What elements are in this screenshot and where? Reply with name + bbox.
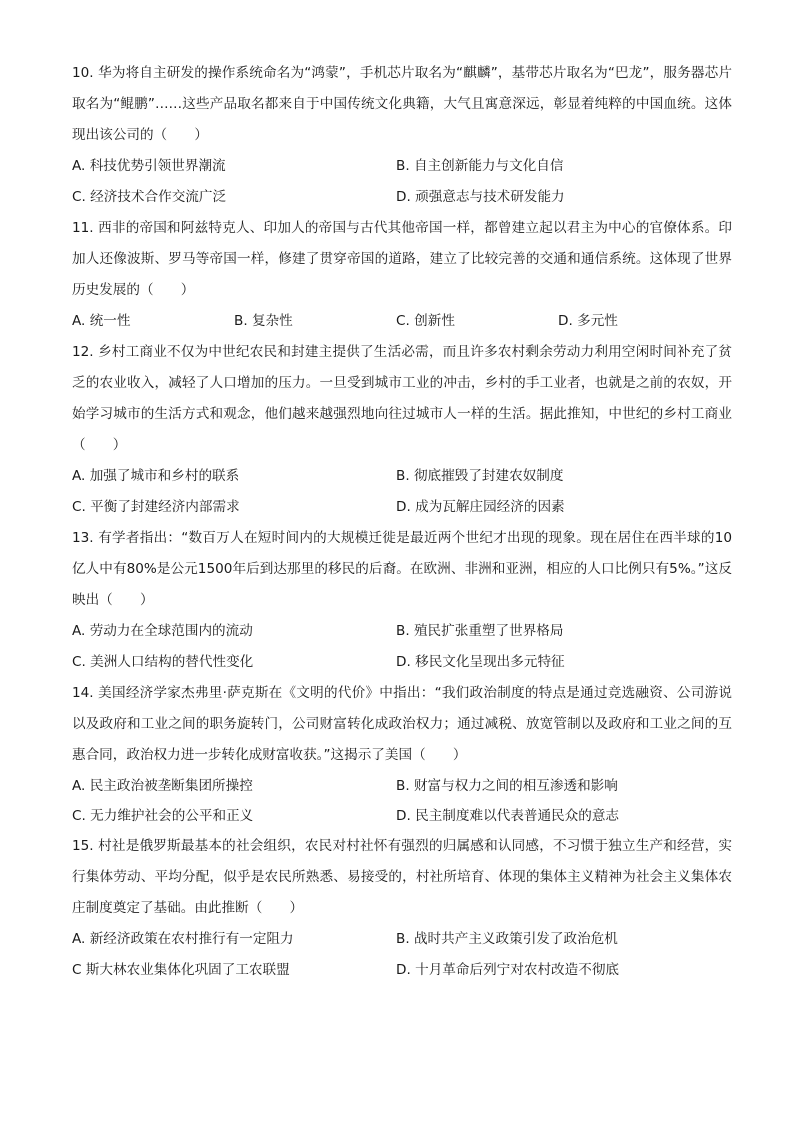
option-a: A. 科技优势引领世界潮流 xyxy=(72,158,226,174)
question-13 xyxy=(72,523,732,678)
question-11 xyxy=(72,213,732,337)
question-stem: 10. 华为将自主研发的操作系统命名为“鸿蒙”，手机芯片取名为“麒麟”，基带芯片取名为“巴龙”，服务器芯片取名为“鲲鹏”……这些产品取名都来自于中国传统文化典籍，大气且寓意深远，彰显着纯粹的中国血统。这体现出该公司的（ ） xyxy=(72,65,732,143)
question-stem: 13. 有学者指出：“数百万人在短时间内的大规模迁徙是最近两个世纪才出现的现象。现在居住在西半球的10亿人中有80%是公元1500年后到达那里的移民的后裔。在欧洲、非洲和亚洲，相应的人口比例只有5%。”这反映出（ ） xyxy=(72,530,732,608)
question-14 xyxy=(72,678,732,831)
option-list xyxy=(72,771,732,831)
option-list xyxy=(72,616,732,678)
question-stem: 15. 村社是俄罗斯最基本的社会组织，农民对村社怀有强烈的归属感和认同感，不习惯于独立生产和经营，实行集体劳动、平均分配，似乎是农民所熟悉、易接受的，村社所培育、体现的集体主义精神为社会主义集体农庄制度奠定了基础。由此推断（ ） xyxy=(72,838,732,916)
option-d: D. 成为瓦解庄园经济的因素 xyxy=(396,499,565,515)
option-a: A. 民主政治被垄断集团所操控 xyxy=(72,778,253,794)
option-b: B. 复杂性 xyxy=(234,313,293,329)
question-12 xyxy=(72,337,732,523)
option-b: B. 殖民扩张重塑了世界格局 xyxy=(396,623,564,639)
option-a: A. 统一性 xyxy=(72,313,131,329)
question-10 xyxy=(72,58,732,213)
option-list xyxy=(72,924,732,986)
option-c: C. 平衡了封建经济内部需求 xyxy=(72,499,240,515)
option-d: D. 民主制度难以代表普通民众的意志 xyxy=(396,808,620,824)
question-stem: 14. 美国经济学家杰弗里·萨克斯在《文明的代价》中指出：“我们政治制度的特点是通过竞选融资、公司游说以及政府和工业之间的职务旋转门，公司财富转化成政治权力；通过减税、放宽管制以及政府和工业之间的互惠合同，政治权力进一步转化成财富收获。”这揭示了美国（ ） xyxy=(72,685,732,763)
option-list xyxy=(72,306,732,337)
question-15 xyxy=(72,831,732,986)
option-b: B. 自主创新能力与文化自信 xyxy=(396,158,564,174)
option-c: C 斯大林农业集体化巩固了工农联盟 xyxy=(72,962,290,978)
option-a: A. 劳动力在全球范围内的流动 xyxy=(72,623,253,639)
option-list xyxy=(72,461,732,523)
option-a: A. 新经济政策在农村推行有一定阻力 xyxy=(72,931,294,947)
option-c: C. 经济技术合作交流广泛 xyxy=(72,189,227,205)
option-b: B. 战时共产主义政策引发了政治危机 xyxy=(396,931,618,947)
option-b: B. 彻底摧毁了封建农奴制度 xyxy=(396,468,564,484)
option-c: C. 美洲人口结构的替代性变化 xyxy=(72,654,254,670)
option-list xyxy=(72,151,732,213)
option-d: D. 移民文化呈现出多元特征 xyxy=(396,654,565,670)
question-stem: 11. 西非的帝国和阿兹特克人、印加人的帝国与古代其他帝国一样，都曾建立起以君主为中心的官僚体系。印加人还像波斯、罗马等帝国一样，修建了贯穿帝国的道路，建立了比较完善的交通和通信系统。这体现了世界历史发展的（ ） xyxy=(72,220,732,298)
option-d: D. 多元性 xyxy=(558,313,618,329)
option-b: B. 财富与权力之间的相互渗透和影响 xyxy=(396,778,618,794)
exam-page xyxy=(72,58,732,986)
option-c: C. 创新性 xyxy=(396,313,455,329)
option-c: C. 无力维护社会的公平和正义 xyxy=(72,808,254,824)
option-a: A. 加强了城市和乡村的联系 xyxy=(72,468,240,484)
option-d: D. 十月革命后列宁对农村改造不彻底 xyxy=(396,962,620,978)
question-stem: 12. 乡村工商业不仅为中世纪农民和封建主提供了生活必需，而且许多农村剩余劳动力利用空闲时间补充了贫乏的农业收入，减轻了人口增加的压力。一旦受到城市工业的冲击，乡村的手工业者，也就是之前的农奴，开始学习城市的生活方式和观念，他们越来越强烈地向往过城市人一样的生活。据此推知，中世纪的乡村工商业（ ） xyxy=(72,344,732,453)
option-d: D. 顽强意志与技术研发能力 xyxy=(396,189,565,205)
